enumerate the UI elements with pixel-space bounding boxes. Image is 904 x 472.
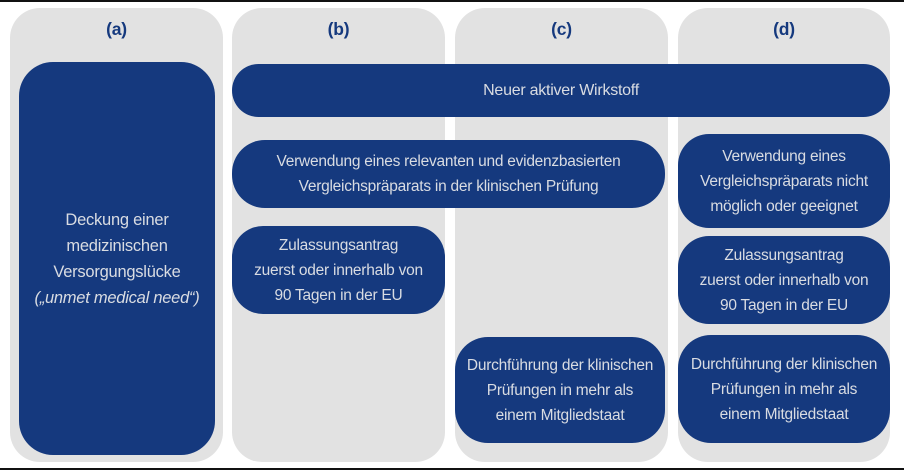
box-comparator-bc-line: Verwendung eines relevanten und evidenzbasierten [276,153,621,170]
box-unmet-medical-need-italic-line: („unmet medical need“) [34,288,200,307]
box-unmet-medical-need [19,62,215,455]
box-comparator-not-possible-d-line: Vergleichspräparats nicht [700,172,868,190]
box-clinical-trials-d-line: Durchführung der klinischen [690,355,878,373]
box-authorization-application-d-line: Zulassungsantrag [724,246,844,264]
column-b-label: (b) [327,19,350,39]
box-clinical-trials-d [678,335,890,443]
column-d-label: (d) [773,19,795,39]
box-comparator-not-possible-d [678,134,890,228]
box-new-active-substance [232,64,890,117]
box-clinical-trials-c-line: einem Mitgliedstaat [495,406,625,424]
box-authorization-application-b-line: Zulassungsantrag [278,236,399,254]
box-authorization-application-b-line: zuerst oder innerhalb von [254,261,423,279]
frame-top-line [0,0,904,2]
column-c-label: (c) [551,19,572,39]
box-unmet-medical-need-line: medizinischen [66,236,168,255]
box-comparator-not-possible-d-line: möglich oder geeignet [710,197,858,215]
box-comparator-not-possible-d-line: Verwendung eines [722,147,846,165]
box-clinical-trials-c-line: Prüfungen in mehr als [486,381,634,399]
box-authorization-application-b-line: 90 Tagen in der EU [274,286,403,304]
box-new-active-substance-label: Neuer aktiver Wirkstoff [483,82,639,99]
box-clinical-trials-d-line: einem Mitgliedstaat [719,405,849,423]
column-a-label: (a) [106,19,127,39]
box-clinical-trials-d-line: Prüfungen in mehr als [710,380,858,398]
frame-bottom-line [0,468,904,470]
box-unmet-medical-need-line: Deckung einer [65,210,169,229]
box-comparator-bc-line: Vergleichspräparats in der klinischen Prüfung [298,178,599,195]
box-authorization-application-b [232,226,445,314]
box-comparator-bc [232,140,665,208]
box-clinical-trials-c [455,337,665,443]
box-authorization-application-d [678,236,890,324]
box-authorization-application-d-line: 90 Tagen in der EU [720,296,848,314]
box-clinical-trials-c-line: Durchführung der klinischen [466,356,654,374]
box-authorization-application-d-line: zuerst oder innerhalb von [699,271,869,289]
box-unmet-medical-need-line: Versorgungslücke [53,262,181,281]
